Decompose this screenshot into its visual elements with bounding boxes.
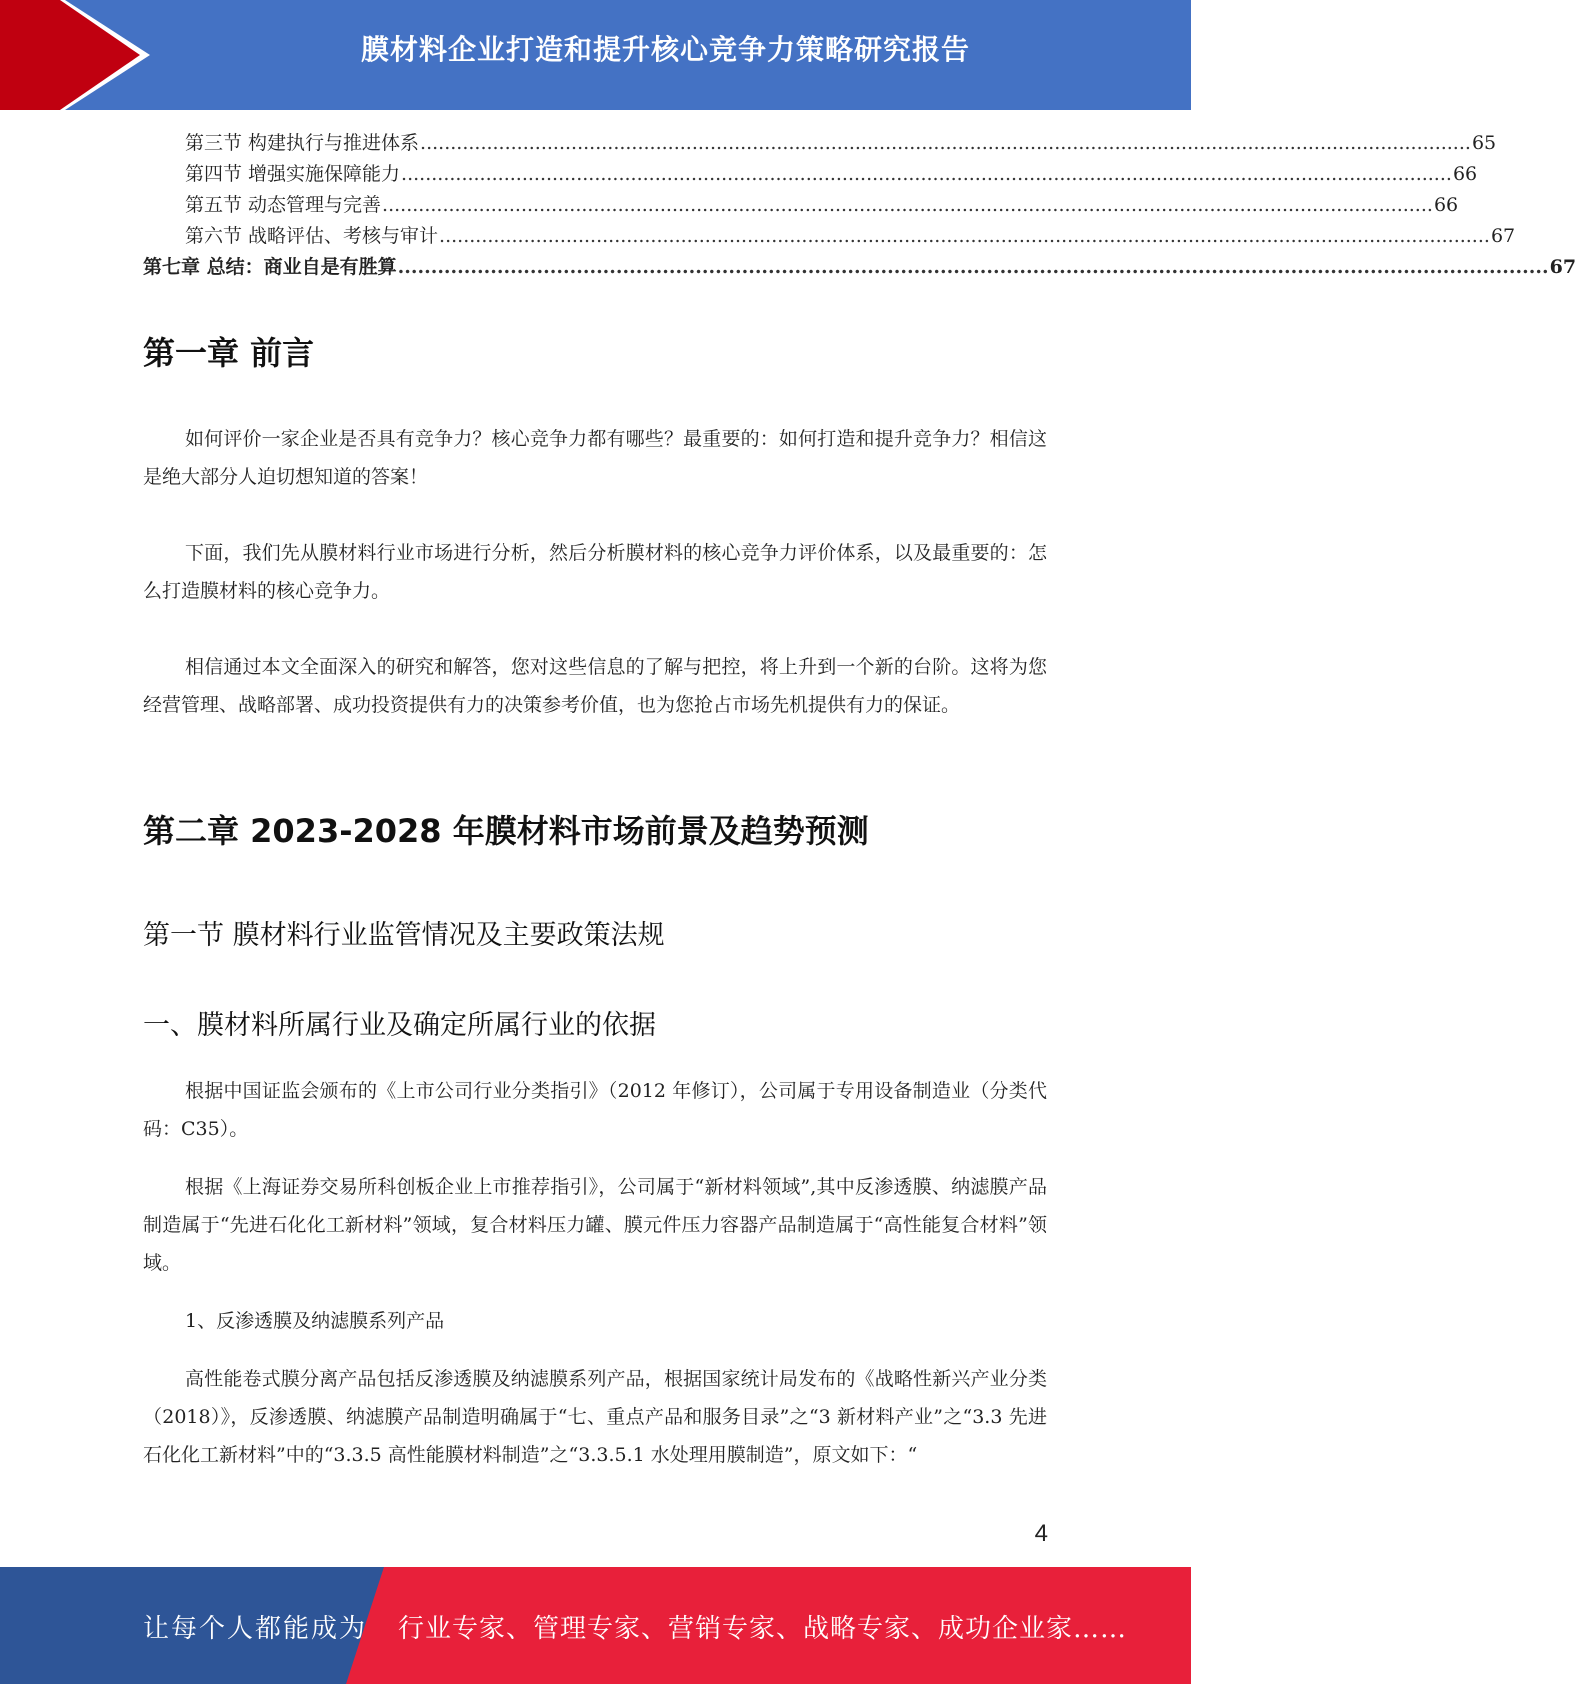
footer-slogan-right: 行业专家、管理专家、营销专家、战略专家、成功企业家……: [398, 1614, 1128, 1644]
toc-leader-dots: ..............................................................................................................................................................................: [420, 132, 1471, 154]
section-title: 第一节 膜材料行业监管情况及主要政策法规: [143, 920, 665, 951]
toc-page-number: 67: [1549, 256, 1576, 278]
toc-leader-dots: ..............................................................................................................................................................................: [439, 225, 1490, 247]
toc-leader-dots: ..............................................................................................................................................................................: [397, 256, 1549, 278]
toc-label: 第三节 构建执行与推进体系: [185, 132, 420, 154]
toc-entry[interactable]: [143, 221, 1516, 252]
chapter-2-title: 第二章 2023-2028 年膜材料市场前景及趋势预测: [143, 812, 869, 850]
toc-label: 第五节 动态管理与完善: [185, 194, 382, 216]
chapter-1-title: 第一章 前言: [143, 334, 315, 372]
page-header: [0, 0, 1191, 110]
toc-entry-chapter[interactable]: [143, 252, 1576, 283]
footer-slogan-left: 让每个人都能成为: [143, 1614, 368, 1644]
toc-page-number: 65: [1471, 132, 1497, 154]
toc-leader-dots: ..............................................................................................................................................................................: [401, 163, 1452, 185]
toc-label: 第七章 总结：商业自是有胜算: [143, 256, 397, 278]
toc-entry[interactable]: [143, 159, 1478, 190]
toc-page-number: 66: [1452, 163, 1478, 185]
page-number: 4: [1034, 1520, 1048, 1547]
chapter-1-paragraph: 如何评价一家企业是否具有竞争力？核心竞争力都有哪些？最重要的：如何打造和提升竞争力？相信这是绝大部分人迫切想知道的答案！: [143, 428, 1047, 488]
header-title: 膜材料企业打造和提升核心竞争力策略研究报告: [360, 33, 970, 66]
chapter-1-paragraph: 下面，我们先从膜材料行业市场进行分析，然后分析膜材料的核心竞争力评价体系，以及最重要的：怎么打造膜材料的核心竞争力。: [143, 542, 1047, 602]
table-of-contents: [143, 128, 1576, 283]
toc-entry[interactable]: [143, 128, 1497, 159]
toc-page-number: 67: [1490, 225, 1516, 247]
chapter-2-paragraph: 根据中国证监会颁布的《上市公司行业分类指引》（2012 年修订），公司属于专用设备制造业（分类代码：C35）。: [143, 1080, 1047, 1140]
list-item-heading: 1、反渗透膜及纳滤膜系列产品: [185, 1310, 445, 1332]
chapter-2-paragraph: 根据《上海证券交易所科创板企业上市推荐指引》，公司属于“新材料领域”,其中反渗透膜、纳滤膜产品制造属于“先进石化化工新材料”领域，复合材料压力罐、膜元件压力容器产品制造属于“高性能复合材料”领域。: [143, 1176, 1047, 1274]
subsection-title: 一、膜材料所属行业及确定所属行业的依据: [143, 1010, 656, 1041]
chapter-1-paragraph: 相信通过本文全面深入的研究和解答，您对这些信息的了解与把控，将上升到一个新的台阶。这将为您经营管理、战略部署、成功投资提供有力的决策参考价值，也为您抢占市场先机提供有力的保证。: [143, 656, 1047, 716]
toc-leader-dots: ..............................................................................................................................................................................: [382, 194, 1433, 216]
chapter-2-paragraph: 高性能卷式膜分离产品包括反渗透膜及纳滤膜系列产品，根据国家统计局发布的《战略性新兴产业分类（2018）》，反渗透膜、纳滤膜产品制造明确属于“七、重点产品和服务目录”之“3 新材料产业”之“3.3 先进石化化工新材料”中的“3.3.5 高性能膜材料制造”之“3.3.5.1 水处理用膜制造”，原文如下：“: [143, 1368, 1047, 1466]
toc-entry[interactable]: [143, 190, 1459, 221]
toc-label: 第六节 战略评估、考核与审计: [185, 225, 439, 247]
toc-label: 第四节 增强实施保障能力: [185, 163, 401, 185]
document-body: [143, 128, 1576, 1466]
toc-page-number: 66: [1433, 194, 1459, 216]
page-footer: [0, 1567, 1191, 1684]
